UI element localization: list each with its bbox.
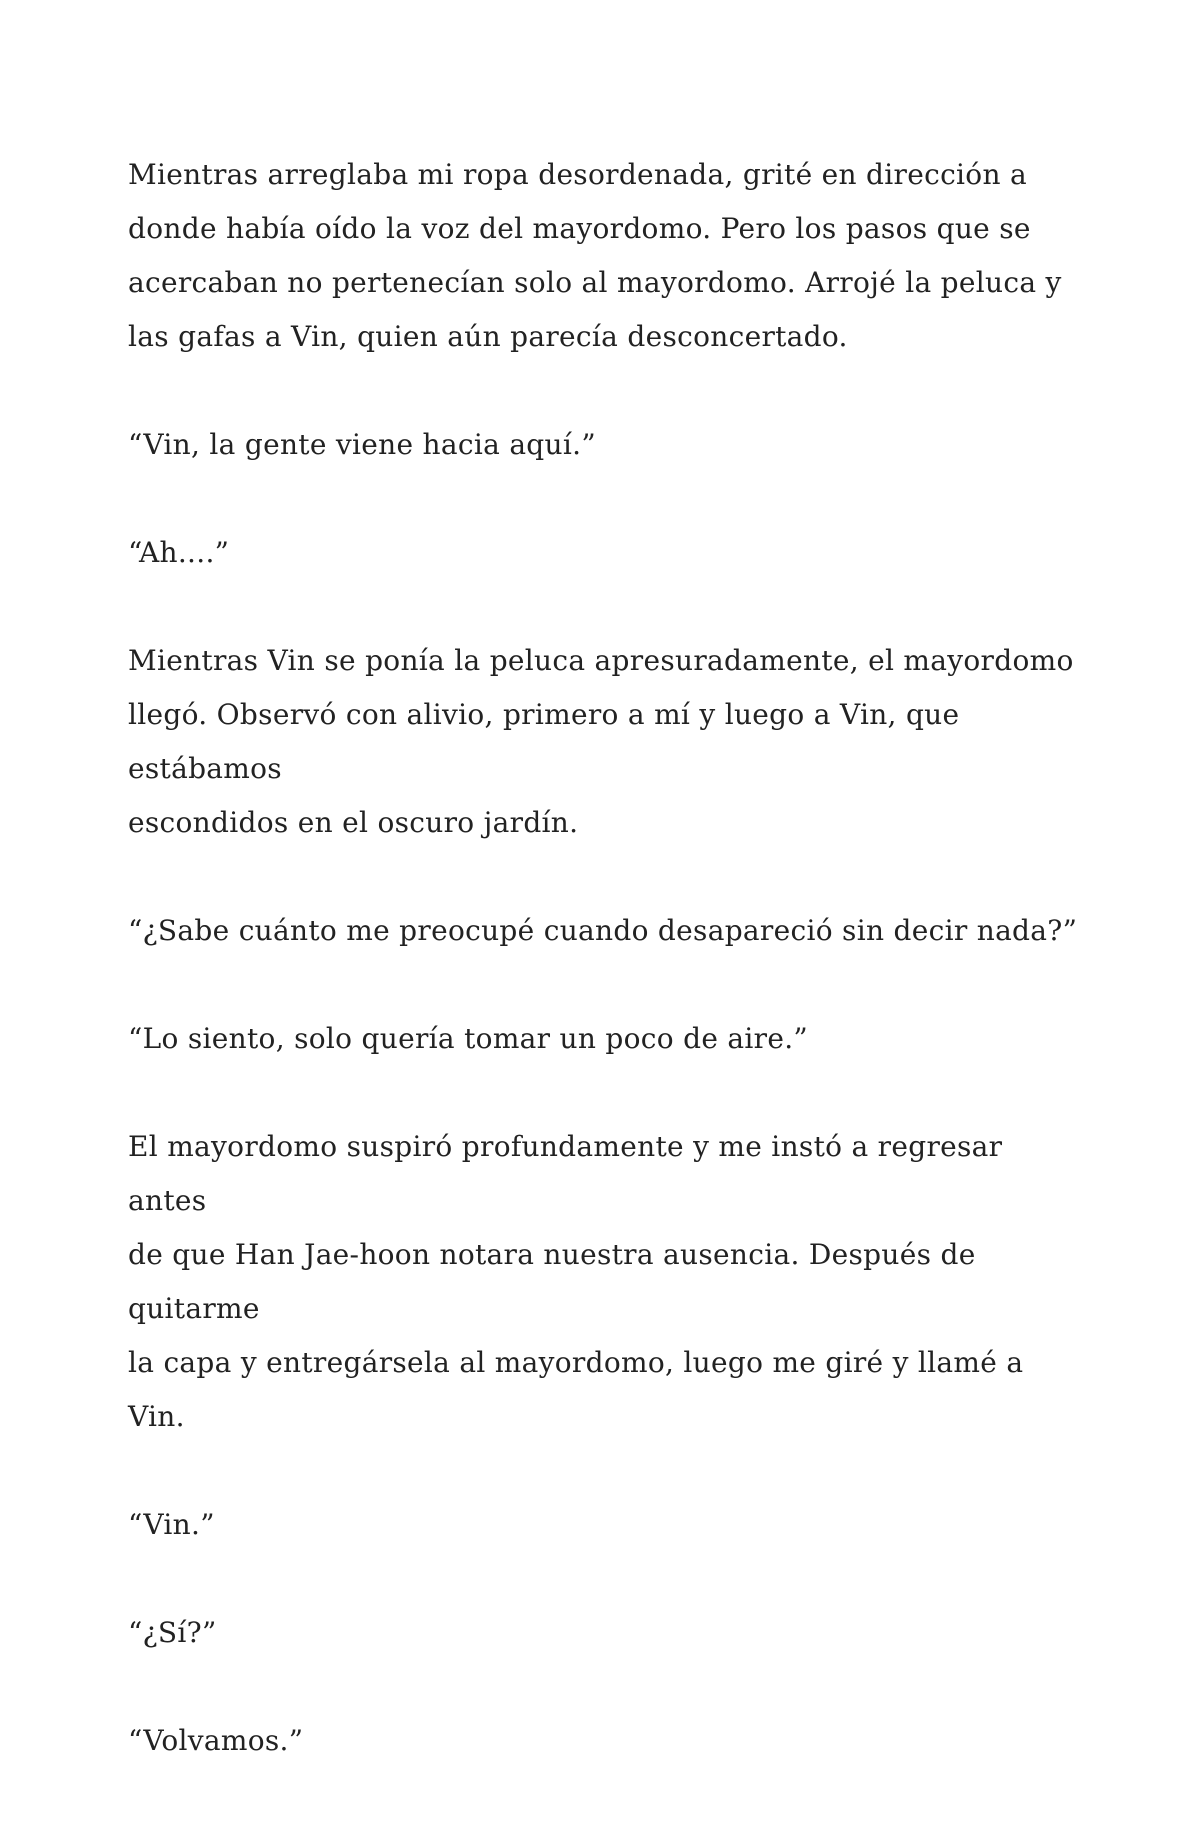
paragraph: “¿Sí?”: [128, 1616, 217, 1649]
paragraph: El mayordomo suspiró profundamente y me instó a regresar antes de que Han Jae-hoon notara nuestra ausencia. Después de quitarme la capa y entregársela al mayordomo, luego me giré y llamé a Vin.: [128, 1130, 1024, 1433]
paragraph: “Vin.”: [128, 1508, 215, 1541]
paragraph: “Volvamos.”: [128, 1724, 304, 1757]
paragraph: “¿Sabe cuánto me preocupé cuando desapareció sin decir nada?”: [128, 914, 1078, 947]
paragraph: Mientras Vin se ponía la peluca apresuradamente, el mayordomo llegó. Observó con alivio, primero a mí y luego a Vin, que estábamos escondidos en el oscuro jardín.: [128, 644, 1074, 839]
paragraph: “Lo siento, solo quería tomar un poco de aire.”: [128, 1022, 809, 1055]
paragraph: “Vin, la gente viene hacia aquí.”: [128, 428, 596, 461]
document-page: [128, 148, 1088, 1822]
paragraph: “Ah....”: [128, 536, 230, 569]
paragraph: Mientras arreglaba mi ropa desordenada, grité en dirección a donde había oído la voz del mayordomo. Pero los pasos que se acercaban no pertenecían solo al mayordomo. Arrojé la peluca y las gafas a Vin, quien aún parecía desconcertado.: [128, 158, 1062, 353]
